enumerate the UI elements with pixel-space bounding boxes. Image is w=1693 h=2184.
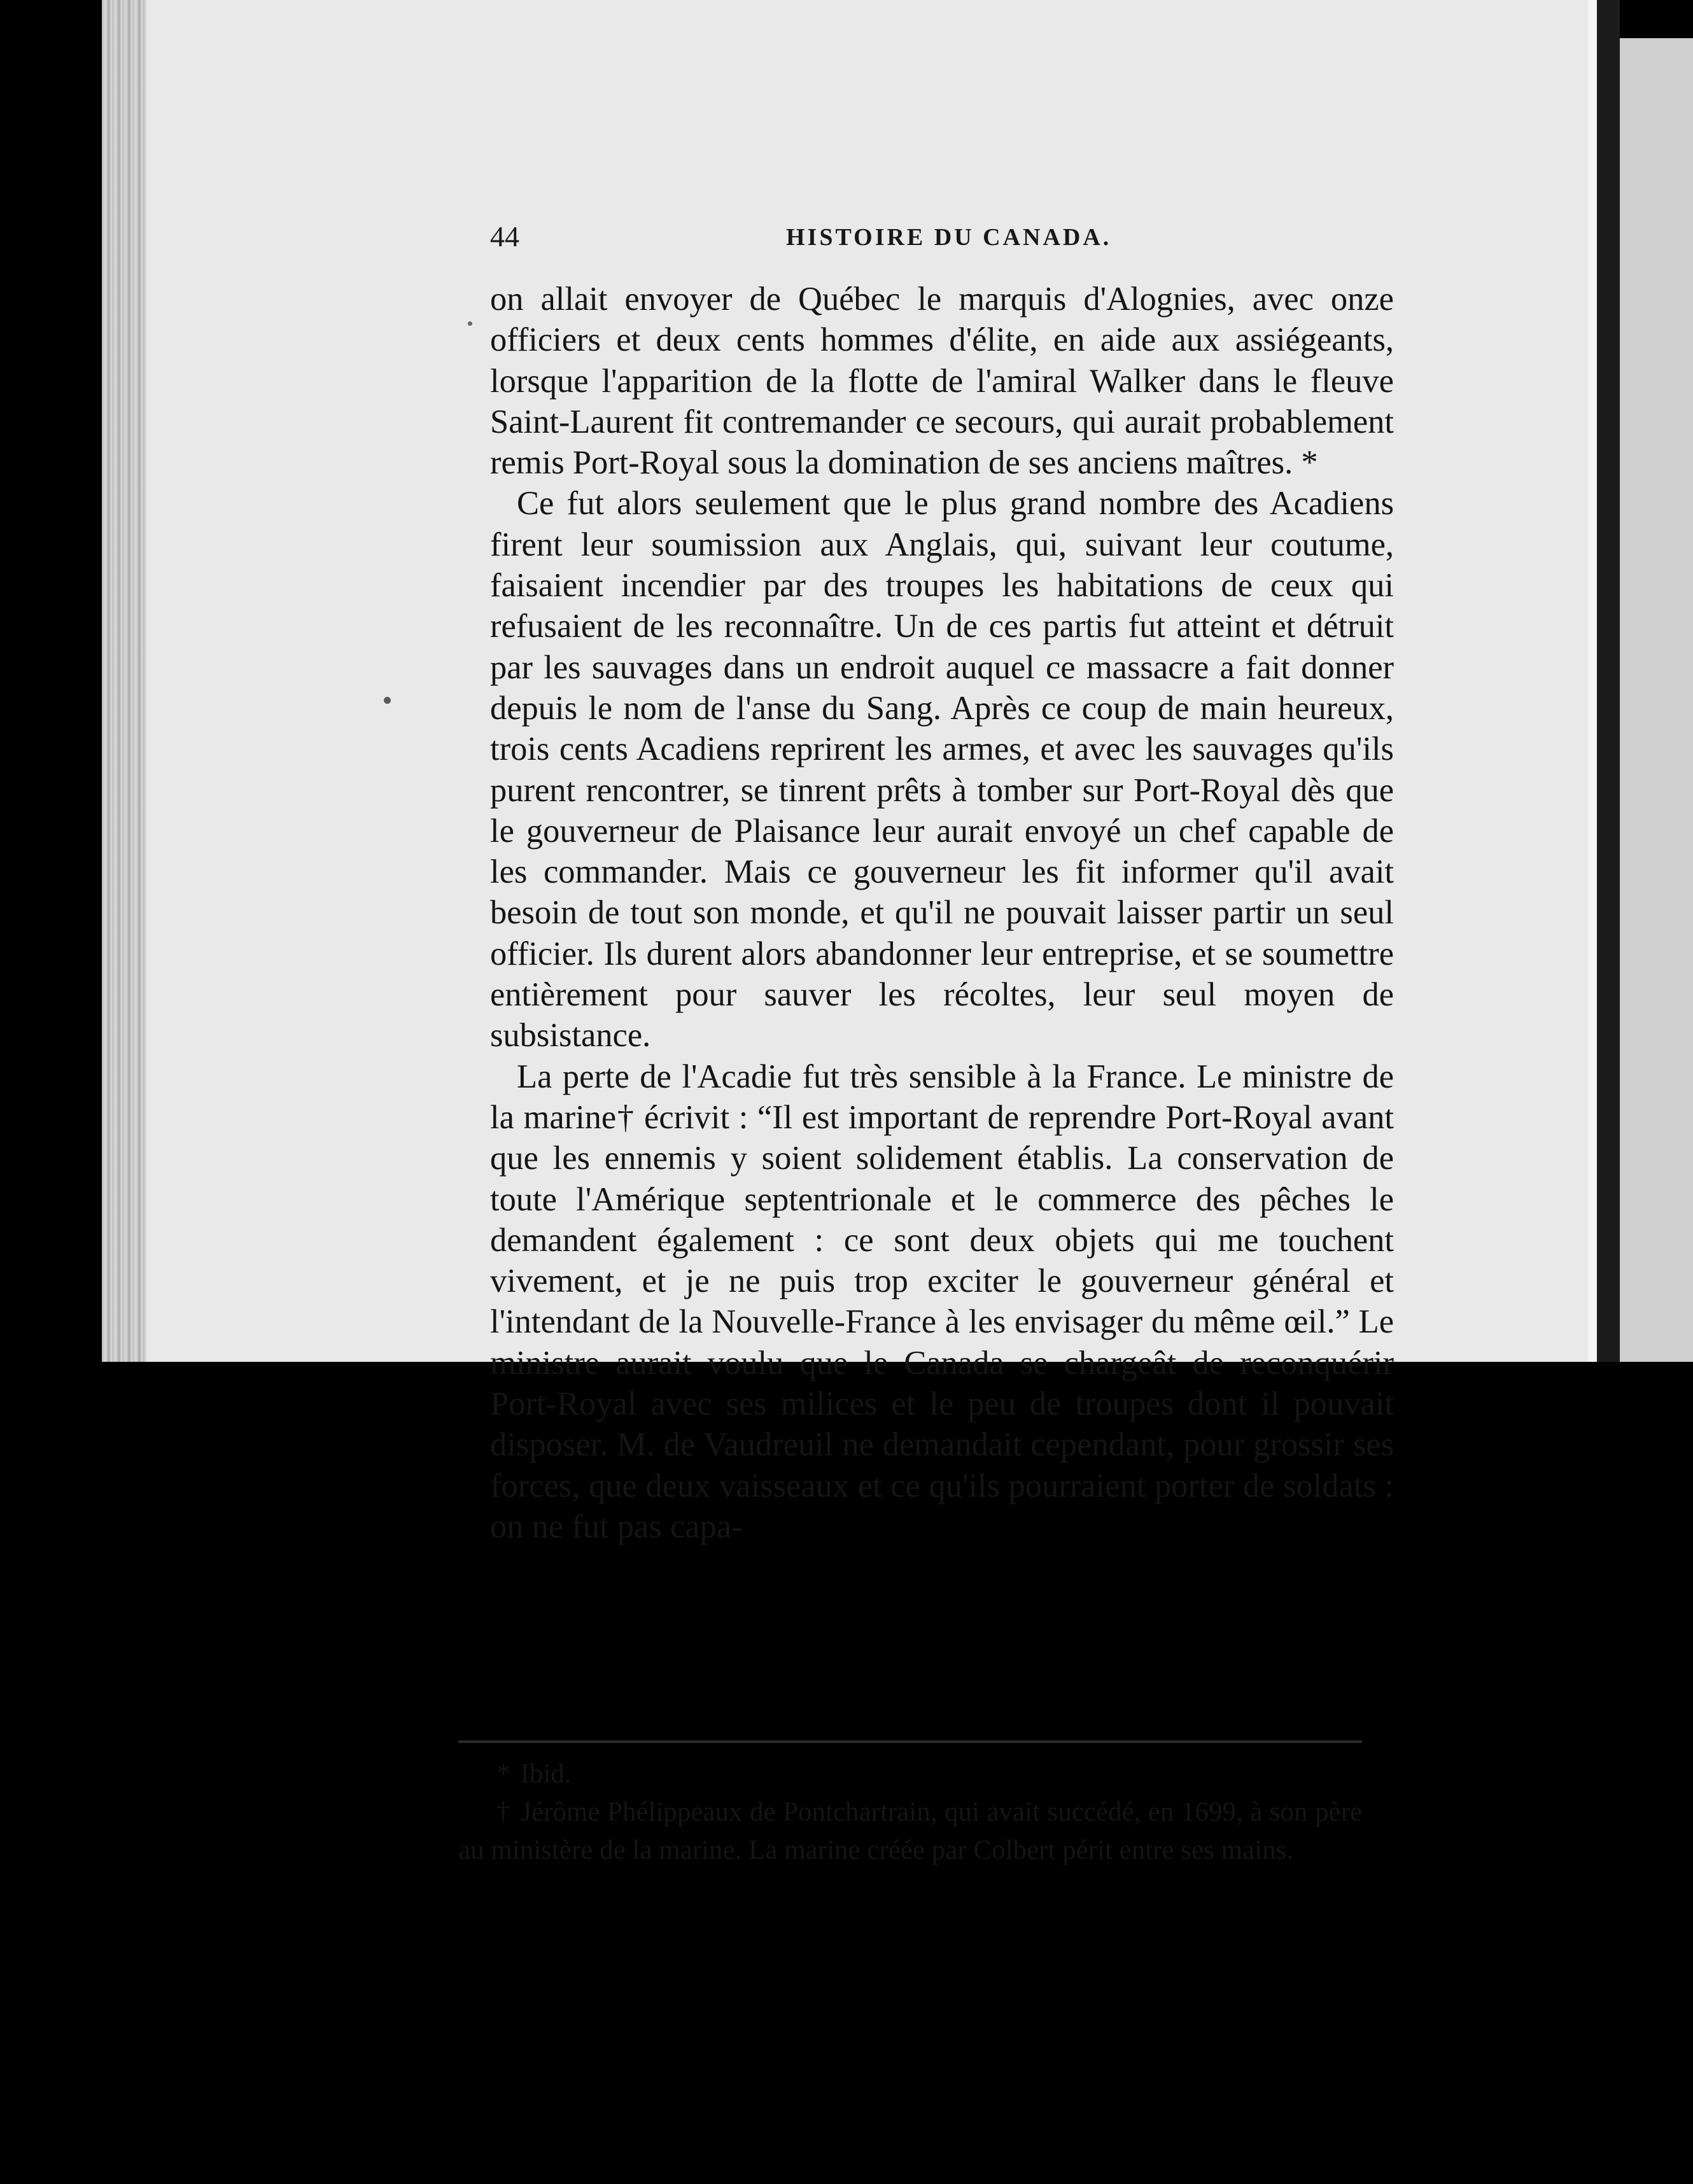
footnote-item	[458, 1793, 1362, 1870]
footnote-item	[458, 1755, 1362, 1793]
page-number: 44	[490, 220, 519, 253]
ink-speck	[384, 697, 391, 704]
footnote-symbol: †	[496, 1797, 511, 1827]
footnote-text: Jérôme Phélippeaux de Pontchartrain, qui avait succédé, en 1699, à son père au ministère de la marine. La marine créée par Colbert périt entre ses mains.	[458, 1797, 1363, 1865]
print-speck	[468, 321, 472, 326]
body-text	[490, 279, 1394, 1547]
page-gutter-highlight	[1588, 0, 1597, 1362]
footnote-rule	[458, 1740, 1362, 1743]
body-paragraph: La perte de l'Acadie fut très sensible à la France. Le ministre de la marine† écrivit : “Il est important de reprendre Port-Royal avant que les ennemis y soient solidement établis. La conservation de toute l'Amérique septentrionale et le commerce des pêches le demandent également : ce sont deux objets qui me touchent vivement, et je ne puis trop exciter le gouverneur général et l'intendant de la Nouvelle-France à les envisager du même œil.” Le ministre aurait voulu que le Canada se chargeât de reconquérir Port-Royal avec ses milices et le peu de troupes dont il pouvait disposer. M. de Vaudreuil ne demandait cependant, pour grossir ses forces, que deux vaisseaux et ce qu'ils pourraient porter de soldats : on ne fut pas capa-	[490, 1058, 1394, 1545]
footnote-symbol: *	[496, 1759, 510, 1789]
page-header	[490, 220, 1127, 258]
book-gutter-shadow	[1597, 0, 1620, 1362]
footnote-text: Ibid.	[520, 1759, 572, 1789]
running-head: HISTOIRE DU CANADA.	[786, 224, 1112, 251]
footnotes	[458, 1755, 1362, 1870]
body-paragraph: Ce fut alors seulement que le plus grand nombre des Acadiens firent leur soumission aux Anglais, qui, suivant leur coutume, faisaient incendier par des troupes les habitations de ceux qui refusaient de les reconnaître. Un de ces partis fut atteint et détruit par les sauvages dans un endroit auquel ce massacre a fait donner depuis le nom de l'anse du Sang. Après ce coup de main heureux, trois cents Acadiens reprirent les armes, et avec les sauvages qu'ils purent rencontrer, se tinrent prêts à tomber sur Port-Royal dès que le gouverneur de Plaisance leur aurait envoyé un chef capable de les commander. Mais ce gouverneur les fit informer qu'il avait besoin de tout son monde, et qu'il ne pouvait laisser partir un seul officier. Ils durent alors abandonner leur entreprise, et se soumettre entièrement pour sauver les récoltes, leur seul moyen de subsistance.	[490, 485, 1394, 1054]
body-paragraph: on allait envoyer de Québec le marquis d'Alognies, avec onze officiers et deux cents hommes d'élite, en aide aux assiégeants, lorsque l'apparition de la flotte de l'amiral Walker dans le fleuve Saint-Laurent fit contremander ce secours, qui aurait probablement remis Port-Royal sous la domination de ses anciens maîtres. *	[490, 281, 1394, 482]
adjacent-page-sliver	[1620, 38, 1693, 1362]
